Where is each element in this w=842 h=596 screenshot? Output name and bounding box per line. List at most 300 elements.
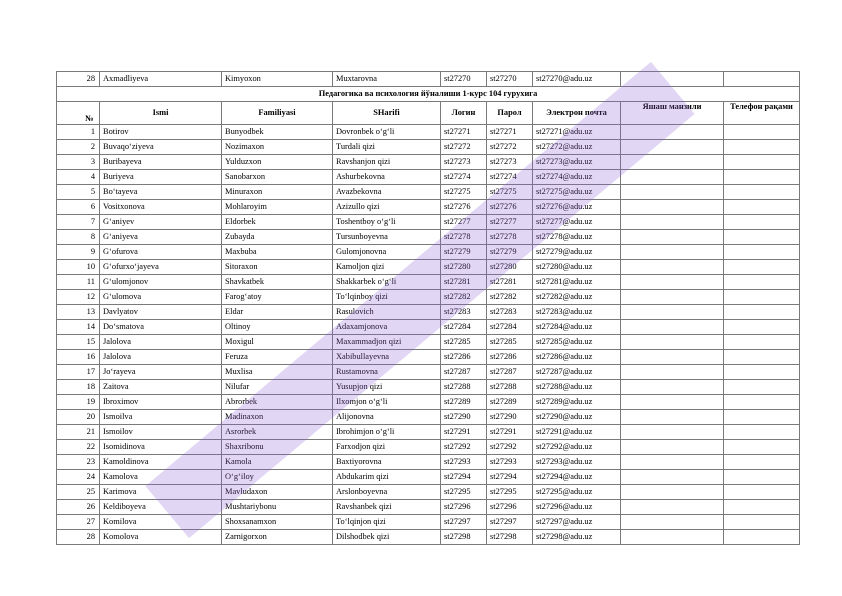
cell-login: st27282: [441, 290, 487, 305]
table-row: [57, 305, 800, 320]
cell-login: st27294: [441, 470, 487, 485]
cell-telefon: [724, 245, 800, 260]
cell-telefon: [724, 125, 800, 140]
cell-number: 8: [57, 230, 100, 245]
cell-login: st27281: [441, 275, 487, 290]
cell-email: st27282@adu.uz: [533, 290, 621, 305]
cell-sharifi: Avazbekovna: [333, 185, 441, 200]
cell-parol: st27283: [487, 305, 533, 320]
cell-sharifi: Arslonboyevna: [333, 485, 441, 500]
cell-telefon: [724, 410, 800, 425]
cell-telefon: [724, 140, 800, 155]
cell-familiyasi: Oltinoy: [222, 320, 333, 335]
cell-manzil: [621, 335, 724, 350]
cell-telefon: [724, 230, 800, 245]
cell-number: 7: [57, 215, 100, 230]
cell-number: 28: [57, 72, 100, 87]
header-email: Электрон почта: [533, 102, 621, 125]
table-row: [57, 155, 800, 170]
cell-manzil: [621, 125, 724, 140]
header-familiyasi: Familiyasi: [222, 102, 333, 125]
cell-login: st27288: [441, 380, 487, 395]
cell-email: st27272@adu.uz: [533, 140, 621, 155]
cell-telefon: [724, 335, 800, 350]
cell-telefon: [724, 530, 800, 545]
cell-telefon: [724, 350, 800, 365]
cell-email: st27279@adu.uz: [533, 245, 621, 260]
cell-login: st27277: [441, 215, 487, 230]
cell-login: st27285: [441, 335, 487, 350]
cell-familiyasi: Feruza: [222, 350, 333, 365]
cell-email: st27274@adu.uz: [533, 170, 621, 185]
cell-email: st27291@adu.uz: [533, 425, 621, 440]
cell-telefon: [724, 170, 800, 185]
cell-email: st27290@adu.uz: [533, 410, 621, 425]
cell-email: st27273@adu.uz: [533, 155, 621, 170]
table-row: [57, 425, 800, 440]
cell-parol: st27288: [487, 380, 533, 395]
cell-number: 11: [57, 275, 100, 290]
header-row: [57, 102, 800, 125]
cell-ismi: Buvaqo‘ziyeva: [100, 140, 222, 155]
cell-parol: st27289: [487, 395, 533, 410]
table-row: [57, 335, 800, 350]
cell-ismi: Ibroximov: [100, 395, 222, 410]
cell-manzil: [621, 290, 724, 305]
cell-email: st27281@adu.uz: [533, 275, 621, 290]
cell-number: 20: [57, 410, 100, 425]
cell-telefon: [724, 215, 800, 230]
cell-telefon: [724, 290, 800, 305]
cell-email: st27278@adu.uz: [533, 230, 621, 245]
cell-number: 17: [57, 365, 100, 380]
cell-sharifi: Baxtiyorovna: [333, 455, 441, 470]
student-table: [56, 71, 800, 545]
cell-manzil: [621, 140, 724, 155]
cell-telefon: [724, 72, 800, 87]
cell-sharifi: Maxammadjon qizi: [333, 335, 441, 350]
cell-parol: st27286: [487, 350, 533, 365]
cell-familiyasi: Moxigul: [222, 335, 333, 350]
cell-ismi: Davlyatov: [100, 305, 222, 320]
group-title: Педагогика ва психология йўналиши 1-курс 104 гурухига: [57, 87, 800, 102]
cell-email: st27280@adu.uz: [533, 260, 621, 275]
cell-email: st27294@adu.uz: [533, 470, 621, 485]
cell-telefon: [724, 305, 800, 320]
table-row: [57, 380, 800, 395]
cell-ismi: Ismoilva: [100, 410, 222, 425]
table-row: [57, 515, 800, 530]
cell-ismi: Komilova: [100, 515, 222, 530]
cell-number: 25: [57, 485, 100, 500]
cell-familiyasi: Kamola: [222, 455, 333, 470]
cell-telefon: [724, 380, 800, 395]
cell-ismi: Kamolova: [100, 470, 222, 485]
cell-ismi: G‘aniyev: [100, 215, 222, 230]
table-row: [57, 500, 800, 515]
cell-login: st27296: [441, 500, 487, 515]
cell-familiyasi: Bunyodbek: [222, 125, 333, 140]
cell-login: st27275: [441, 185, 487, 200]
cell-telefon: [724, 365, 800, 380]
cell-parol: st27278: [487, 230, 533, 245]
cell-manzil: [621, 440, 724, 455]
cell-number: 12: [57, 290, 100, 305]
cell-login: st27297: [441, 515, 487, 530]
cell-manzil: [621, 485, 724, 500]
table-row: [57, 350, 800, 365]
cell-login: st27293: [441, 455, 487, 470]
cell-email: st27271@adu.uz: [533, 125, 621, 140]
cell-number: 9: [57, 245, 100, 260]
cell-parol: st27285: [487, 335, 533, 350]
cell-email: st27286@adu.uz: [533, 350, 621, 365]
cell-parol: st27270: [487, 72, 533, 87]
cell-number: 23: [57, 455, 100, 470]
cell-parol: st27282: [487, 290, 533, 305]
cell-ismi: Keldiboyeva: [100, 500, 222, 515]
cell-manzil: [621, 72, 724, 87]
cell-ismi: Do‘smatova: [100, 320, 222, 335]
cell-familiyasi: Abrorbek: [222, 395, 333, 410]
cell-familiyasi: Shaxribonu: [222, 440, 333, 455]
cell-manzil: [621, 410, 724, 425]
cell-login: st27284: [441, 320, 487, 335]
cell-ismi: Zaitova: [100, 380, 222, 395]
cell-manzil: [621, 365, 724, 380]
table-row: [57, 470, 800, 485]
cell-familiyasi: Sanobarxon: [222, 170, 333, 185]
cell-telefon: [724, 440, 800, 455]
cell-sharifi: Ravshanjon qizi: [333, 155, 441, 170]
cell-ismi: Botirov: [100, 125, 222, 140]
cell-ismi: Jalolova: [100, 350, 222, 365]
cell-parol: st27290: [487, 410, 533, 425]
table-row: [57, 200, 800, 215]
cell-telefon: [724, 395, 800, 410]
cell-sharifi: Dilshodbek qizi: [333, 530, 441, 545]
cell-parol: st27275: [487, 185, 533, 200]
cell-login: st27295: [441, 485, 487, 500]
cell-familiyasi: Farog‘atoy: [222, 290, 333, 305]
cell-login: st27290: [441, 410, 487, 425]
cell-parol: st27294: [487, 470, 533, 485]
table-row: [57, 185, 800, 200]
cell-sharifi: Xabibullayevna: [333, 350, 441, 365]
cell-manzil: [621, 170, 724, 185]
cell-telefon: [724, 455, 800, 470]
cell-familiyasi: Asrorbek: [222, 425, 333, 440]
cell-parol: st27272: [487, 140, 533, 155]
cell-number: 14: [57, 320, 100, 335]
cell-ismi: Komolova: [100, 530, 222, 545]
cell-parol: st27273: [487, 155, 533, 170]
cell-sharifi: Alijonovna: [333, 410, 441, 425]
cell-ismi: Isomidinova: [100, 440, 222, 455]
cell-telefon: [724, 260, 800, 275]
cell-parol: st27295: [487, 485, 533, 500]
cell-number: 10: [57, 260, 100, 275]
cell-parol: st27292: [487, 440, 533, 455]
cell-manzil: [621, 305, 724, 320]
cell-email: st27296@adu.uz: [533, 500, 621, 515]
cell-manzil: [621, 350, 724, 365]
cell-ismi: G‘ofurxo‘jayeva: [100, 260, 222, 275]
table-row: [57, 260, 800, 275]
cell-sharifi: Ashurbekovna: [333, 170, 441, 185]
cell-familiyasi: Mushtariybonu: [222, 500, 333, 515]
cell-ismi: G‘aniyeva: [100, 230, 222, 245]
table-row: [57, 215, 800, 230]
cell-manzil: [621, 530, 724, 545]
cell-ismi: Bo‘tayeva: [100, 185, 222, 200]
cell-number: 28: [57, 530, 100, 545]
cell-email: st27287@adu.uz: [533, 365, 621, 380]
cell-email: st27283@adu.uz: [533, 305, 621, 320]
table-row: [57, 485, 800, 500]
table-row: [57, 245, 800, 260]
cell-parol: st27271: [487, 125, 533, 140]
cell-login: st27276: [441, 200, 487, 215]
cell-number: 1: [57, 125, 100, 140]
cell-familiyasi: Zarnigorxon: [222, 530, 333, 545]
table-row: [57, 125, 800, 140]
cell-number: 22: [57, 440, 100, 455]
cell-telefon: [724, 470, 800, 485]
cell-email: st27276@adu.uz: [533, 200, 621, 215]
cell-familiyasi: Sitoraxon: [222, 260, 333, 275]
table-row: [57, 530, 800, 545]
cell-ismi: Vositxonova: [100, 200, 222, 215]
table-row: [57, 455, 800, 470]
cell-login: st27289: [441, 395, 487, 410]
cell-number: 24: [57, 470, 100, 485]
cell-ismi: Kamoldinova: [100, 455, 222, 470]
group-title-row: [57, 87, 800, 102]
cell-number: 6: [57, 200, 100, 215]
cell-number: 19: [57, 395, 100, 410]
cell-familiyasi: Shavkatbek: [222, 275, 333, 290]
cell-email: st27288@adu.uz: [533, 380, 621, 395]
cell-manzil: [621, 425, 724, 440]
cell-sharifi: Azizullo qizi: [333, 200, 441, 215]
cell-number: 4: [57, 170, 100, 185]
cell-parol: st27281: [487, 275, 533, 290]
cell-familiyasi: Shoxsanamxon: [222, 515, 333, 530]
cell-login: st27298: [441, 530, 487, 545]
cell-familiyasi: Yulduzxon: [222, 155, 333, 170]
cell-manzil: [621, 245, 724, 260]
cell-familiyasi: Madinaxon: [222, 410, 333, 425]
cell-sharifi: Shakkarbek o‘g‘li: [333, 275, 441, 290]
cell-parol: st27287: [487, 365, 533, 380]
table-row: [57, 365, 800, 380]
cell-login: st27292: [441, 440, 487, 455]
cell-email: st27275@adu.uz: [533, 185, 621, 200]
cell-sharifi: Adaxamjonova: [333, 320, 441, 335]
cell-login: st27279: [441, 245, 487, 260]
cell-sharifi: Ravshanbek qizi: [333, 500, 441, 515]
cell-login: st27274: [441, 170, 487, 185]
cell-sharifi: Toshentboy o‘g‘li: [333, 215, 441, 230]
cell-login: st27270: [441, 72, 487, 87]
cell-sharifi: Ibrohimjon o‘g‘li: [333, 425, 441, 440]
cell-telefon: [724, 425, 800, 440]
cell-telefon: [724, 155, 800, 170]
cell-familiyasi: Mavludaxon: [222, 485, 333, 500]
cell-sharifi: Abdukarim qizi: [333, 470, 441, 485]
cell-manzil: [621, 230, 724, 245]
cell-manzil: [621, 275, 724, 290]
cell-sharifi: Ilxomjon o‘g‘li: [333, 395, 441, 410]
cell-manzil: [621, 320, 724, 335]
cell-email: st27297@adu.uz: [533, 515, 621, 530]
cell-sharifi: Yusupjon qizi: [333, 380, 441, 395]
header-login: Логин: [441, 102, 487, 125]
cell-manzil: [621, 200, 724, 215]
cell-sharifi: To‘lqinboy qizi: [333, 290, 441, 305]
cell-manzil: [621, 395, 724, 410]
header-parol: Парол: [487, 102, 533, 125]
header-manzil: Яшаш манзили: [621, 102, 724, 125]
cell-login: st27287: [441, 365, 487, 380]
cell-number: 3: [57, 155, 100, 170]
cell-login: st27272: [441, 140, 487, 155]
cell-parol: st27276: [487, 200, 533, 215]
cell-number: 21: [57, 425, 100, 440]
header-sharifi: SHarifi: [333, 102, 441, 125]
cell-telefon: [724, 500, 800, 515]
cell-telefon: [724, 185, 800, 200]
cell-email: st27298@adu.uz: [533, 530, 621, 545]
header-number: №: [57, 102, 100, 125]
cell-sharifi: Gulomjonovna: [333, 245, 441, 260]
cell-familiyasi: Mohlaroyim: [222, 200, 333, 215]
cell-sharifi: Farxodjon qizi: [333, 440, 441, 455]
cell-sharifi: To‘lqinjon qizi: [333, 515, 441, 530]
cell-manzil: [621, 515, 724, 530]
cell-manzil: [621, 260, 724, 275]
header-telefon: Телефон рақами: [724, 102, 800, 125]
cell-parol: st27297: [487, 515, 533, 530]
cell-familiyasi: Nozimaxon: [222, 140, 333, 155]
cell-manzil: [621, 380, 724, 395]
cell-familiyasi: Kimyoxon: [222, 72, 333, 87]
cell-ismi: Ismoilov: [100, 425, 222, 440]
cell-parol: st27291: [487, 425, 533, 440]
cell-sharifi: Tursunboyevna: [333, 230, 441, 245]
cell-manzil: [621, 185, 724, 200]
cell-familiyasi: Muxlisa: [222, 365, 333, 380]
cell-sharifi: Rasulovich: [333, 305, 441, 320]
cell-telefon: [724, 485, 800, 500]
table-row: [57, 140, 800, 155]
header-ismi: Ismi: [100, 102, 222, 125]
cell-number: 27: [57, 515, 100, 530]
cell-number: 2: [57, 140, 100, 155]
cell-telefon: [724, 200, 800, 215]
cell-sharifi: Muxtarovna: [333, 72, 441, 87]
cell-familiyasi: Zubayda: [222, 230, 333, 245]
table-row: [57, 170, 800, 185]
cell-manzil: [621, 155, 724, 170]
cell-manzil: [621, 215, 724, 230]
cell-ismi: G‘ulomova: [100, 290, 222, 305]
cell-sharifi: Kamoljon qizi: [333, 260, 441, 275]
cell-sharifi: Rustamovna: [333, 365, 441, 380]
cell-parol: st27277: [487, 215, 533, 230]
cell-parol: st27296: [487, 500, 533, 515]
cell-login: st27286: [441, 350, 487, 365]
cell-email: st27289@adu.uz: [533, 395, 621, 410]
cell-ismi: Jalolova: [100, 335, 222, 350]
cell-ismi: Buribayeva: [100, 155, 222, 170]
student-list-sheet: [56, 71, 799, 545]
cell-number: 13: [57, 305, 100, 320]
cell-login: st27280: [441, 260, 487, 275]
cell-ismi: Karimova: [100, 485, 222, 500]
cell-familiyasi: O‘g‘iloy: [222, 470, 333, 485]
cell-ismi: Axmadliyeva: [100, 72, 222, 87]
cell-email: st27270@adu.uz: [533, 72, 621, 87]
cell-login: st27283: [441, 305, 487, 320]
cell-ismi: Jo‘rayeva: [100, 365, 222, 380]
cell-parol: st27293: [487, 455, 533, 470]
cell-familiyasi: Maxbuba: [222, 245, 333, 260]
cell-number: 16: [57, 350, 100, 365]
cell-email: st27284@adu.uz: [533, 320, 621, 335]
cell-ismi: G‘ulomjonov: [100, 275, 222, 290]
cell-number: 15: [57, 335, 100, 350]
cell-manzil: [621, 455, 724, 470]
cell-parol: st27279: [487, 245, 533, 260]
table-row: [57, 440, 800, 455]
table-row-prev: [57, 72, 800, 87]
cell-ismi: G‘ofurova: [100, 245, 222, 260]
cell-number: 18: [57, 380, 100, 395]
cell-parol: st27280: [487, 260, 533, 275]
cell-familiyasi: Eldorbek: [222, 215, 333, 230]
cell-login: st27291: [441, 425, 487, 440]
cell-sharifi: Dovronbek o‘g‘li: [333, 125, 441, 140]
cell-sharifi: Turdali qizi: [333, 140, 441, 155]
cell-email: st27285@adu.uz: [533, 335, 621, 350]
cell-telefon: [724, 320, 800, 335]
cell-login: st27278: [441, 230, 487, 245]
cell-familiyasi: Eldar: [222, 305, 333, 320]
table-row: [57, 290, 800, 305]
cell-number: 5: [57, 185, 100, 200]
cell-manzil: [621, 470, 724, 485]
cell-manzil: [621, 500, 724, 515]
table-row: [57, 410, 800, 425]
cell-familiyasi: Nilufar: [222, 380, 333, 395]
cell-parol: st27274: [487, 170, 533, 185]
cell-email: st27293@adu.uz: [533, 455, 621, 470]
table-row: [57, 395, 800, 410]
cell-telefon: [724, 515, 800, 530]
cell-login: st27271: [441, 125, 487, 140]
cell-familiyasi: Minuraxon: [222, 185, 333, 200]
table-row: [57, 275, 800, 290]
cell-ismi: Buriyeva: [100, 170, 222, 185]
cell-email: st27292@adu.uz: [533, 440, 621, 455]
cell-login: st27273: [441, 155, 487, 170]
cell-email: st27277@adu.uz: [533, 215, 621, 230]
table-row: [57, 230, 800, 245]
table-row: [57, 320, 800, 335]
cell-parol: st27284: [487, 320, 533, 335]
